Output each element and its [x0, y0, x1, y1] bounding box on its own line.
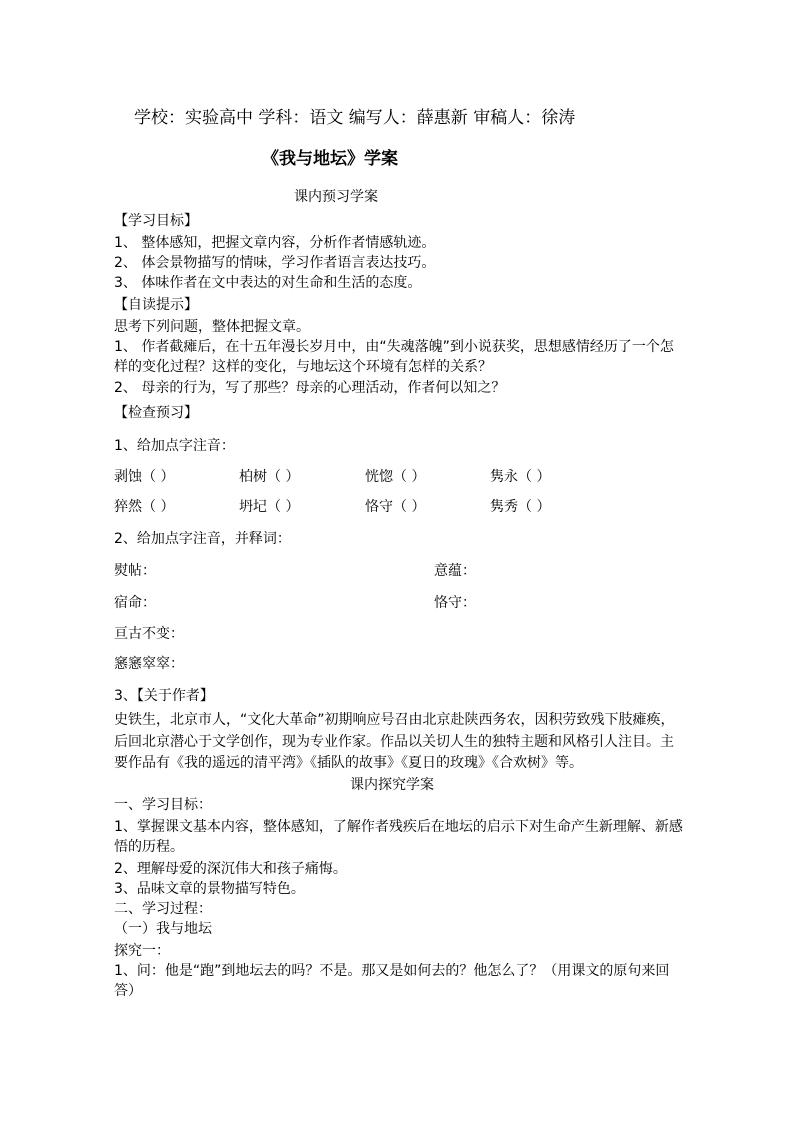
process-heading: 二、学习过程： — [114, 901, 212, 917]
reading-tip-2: 2、 母亲的行为，写了那些？母亲的心理活动，作者何以知之？ — [114, 380, 506, 396]
define-item: 宿命： — [114, 595, 156, 611]
goal-item-1: 1、 整体感知，把握文章内容，分析作者情感轨迹。 — [114, 235, 436, 251]
explore-goal-2: 2、理解母爱的深沉伟大和孩子痛悔。 — [114, 861, 347, 877]
reading-tips-intro: 思考下列问题，整体把握文章。 — [114, 319, 310, 335]
define-item: 窸窸窣窣： — [114, 656, 184, 672]
part-one-heading: （一）我与地坛 — [114, 921, 212, 937]
check-preview-heading: 【检查预习】 — [114, 405, 198, 421]
reading-tips-heading: 【自读提示】 — [114, 297, 198, 313]
pinyin-item: 柏树（ ） — [239, 469, 300, 485]
document-title: 《我与地坛》学案 — [262, 149, 398, 169]
about-author-heading: 3、【关于作者】 — [114, 688, 214, 704]
define-item: 意蕴： — [434, 563, 476, 579]
reading-tip-1-cont: 样的变化过程？这样的变化，与地坛这个环境有怎样的关系？ — [114, 359, 492, 375]
define-item: 熨帖： — [114, 563, 156, 579]
pinyin-item: 剥蚀（ ） — [114, 469, 175, 485]
pinyin-question: 1、给加点字注音： — [114, 438, 235, 454]
reading-tip-1: 1、 作者截瘫后，在十五年漫长岁月中，由“失魂落魄”到小说获奖，思想感情经历了一个怎 — [114, 339, 674, 355]
pinyin-item: 隽秀（ ） — [490, 499, 551, 515]
define-item: 恪守： — [434, 595, 476, 611]
goals-heading: 【学习目标】 — [114, 213, 198, 229]
pinyin-item: 坍圮（ ） — [239, 499, 300, 515]
preview-section-title: 课内预习学案 — [294, 189, 378, 205]
explore-section-title: 课内探究学案 — [350, 777, 434, 793]
define-question: 2、给加点字注音，并释词： — [114, 531, 291, 547]
author-text-line-1: 史铁生，北京市人，“文化大革命”初期响应号召由北京赴陕西务农，因积劳致残下肢瘫痪， — [114, 712, 675, 728]
inquiry-one-label: 探究一： — [114, 943, 170, 959]
question-1-line-2: 答） — [114, 983, 142, 999]
pinyin-item: 恪守（ ） — [365, 499, 426, 515]
define-item: 亘古不变： — [114, 626, 184, 642]
goal-item-2: 2、 体会景物描写的情味，学习作者语言表达技巧。 — [114, 255, 436, 271]
author-text-line-2: 后回北京潜心于文学创作，现为专业作家。作品以关切人生的独特主题和风格引人注目。主 — [114, 734, 674, 750]
pinyin-item: 恍惚（ ） — [365, 469, 426, 485]
explore-goal-1: 1、掌握课文基本内容，整体感知，了解作者残疾后在地坛的启示下对生命产生新理解、新感 — [114, 819, 683, 835]
author-text-line-3: 要作品有《我的遥远的清平湾》《插队的故事》《夏日的玫瑰》《合欢树》等。 — [114, 755, 583, 771]
school-info-line: 学校：实验高中 学科：语文 编写人：薛惠新 审稿人：徐涛 — [134, 108, 576, 128]
explore-goal-3: 3、品味文章的景物描写特色。 — [114, 881, 305, 897]
explore-goal-1-cont: 悟的历程。 — [114, 839, 184, 855]
goal-item-3: 3、 体味作者在文中表达的对生命和生活的态度。 — [114, 275, 422, 291]
question-1-line-1: 1、问：他是“跑”到地坛去的吗？不是。那又是如何去的？他怎么了？（用课文的原句来回 — [114, 963, 670, 979]
explore-goals-heading: 一、学习目标： — [114, 797, 212, 813]
pinyin-item: 隽永（ ） — [490, 469, 551, 485]
pinyin-item: 猝然（ ） — [114, 499, 175, 515]
